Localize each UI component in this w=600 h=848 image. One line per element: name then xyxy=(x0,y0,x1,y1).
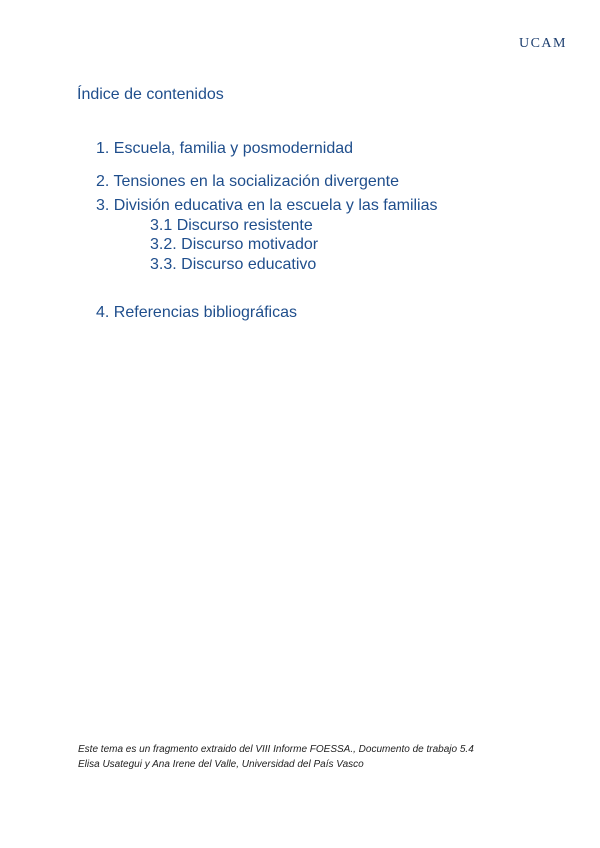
toc-item-1[interactable]: 1. Escuela, familia y posmodernidad xyxy=(96,140,354,157)
toc-item-4[interactable]: 4. Referencias bibliográficas xyxy=(96,304,297,321)
footer-line-authors: Elisa Usategui y Ana Irene del Valle, Universidad del País Vasco xyxy=(78,759,364,770)
toc-item-3-1[interactable]: 3.1 Discurso resistente xyxy=(150,217,313,234)
ucam-logo: UCAM xyxy=(518,36,567,51)
footer-line-source: Este tema es un fragmento extraido del VIII Informe FOESSA., Documento de trabajo 5.4 xyxy=(78,744,474,755)
toc-item-3-2[interactable]: 3.2. Discurso motivador xyxy=(150,236,319,253)
toc-item-3[interactable]: 3. División educativa en la escuela y las familias xyxy=(96,197,438,214)
toc-item-3-3[interactable]: 3.3. Discurso educativo xyxy=(150,256,317,273)
footer-note xyxy=(78,742,474,772)
toc-heading: Índice de contenidos xyxy=(77,86,224,103)
toc-item-2[interactable]: 2. Tensiones en la socialización divergente xyxy=(96,173,400,190)
